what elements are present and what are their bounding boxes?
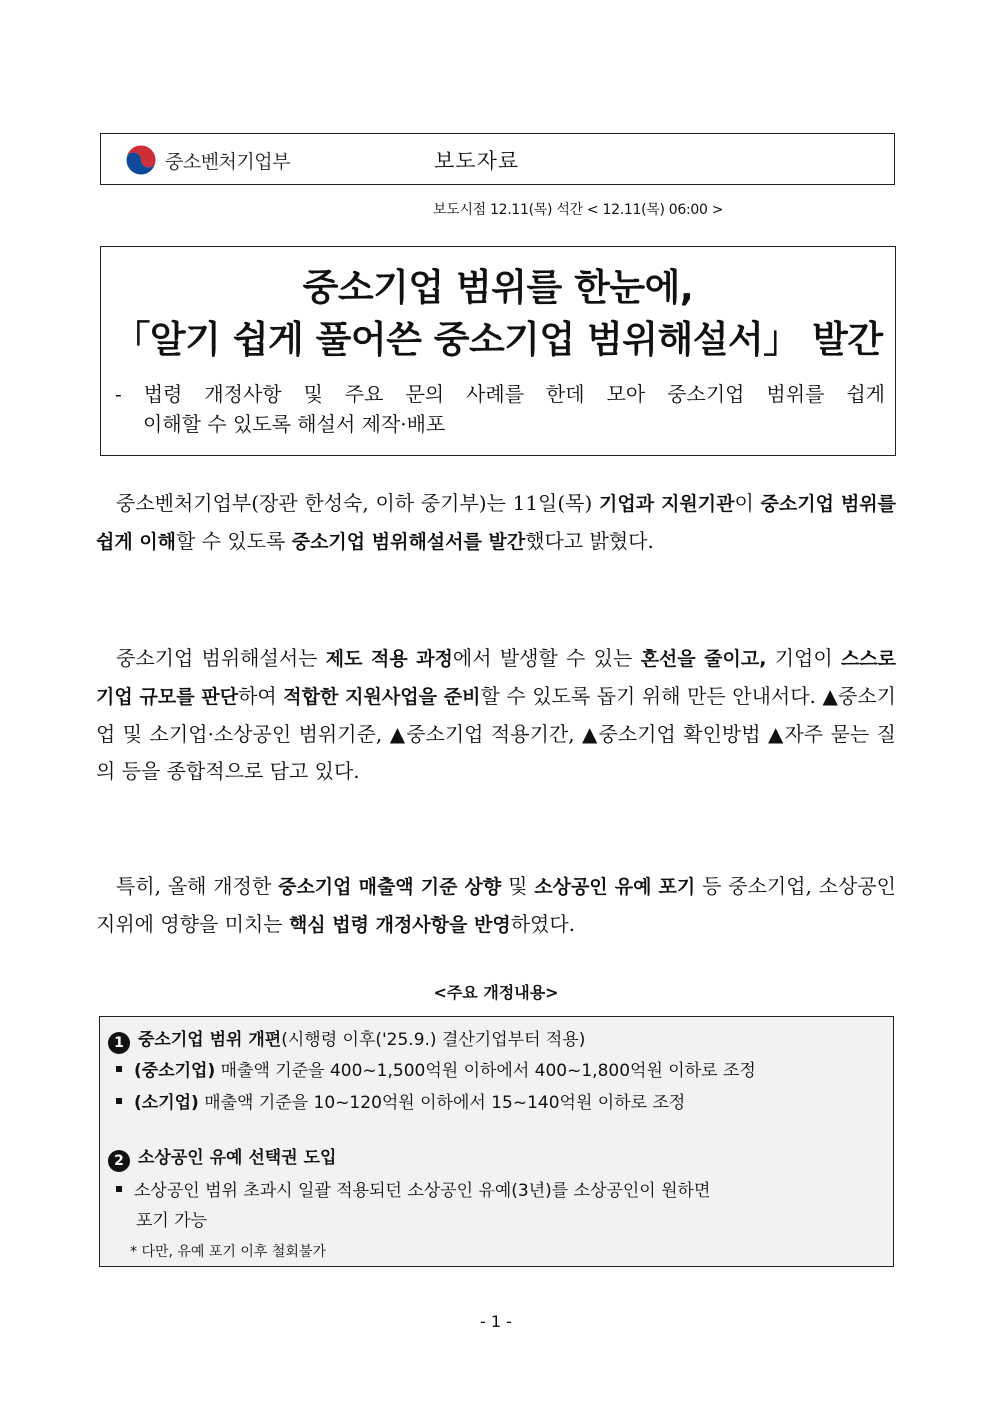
emphasis: 소상공인 유예 포기: [534, 876, 696, 898]
emphasis: 제도 적용 과정: [325, 648, 453, 670]
text-run: 할 수 있도록: [176, 529, 292, 553]
taegeuk-logo-icon: [123, 142, 159, 178]
text-run: 중소벤처기업부(장관 한성숙, 이하 중기부)는 11일(목): [116, 491, 600, 515]
bullet-text: 소상공인 범위 초과시 일괄 적용되던 소상공인 유예(3년)를 소상공인이 원하면: [134, 1181, 711, 1201]
text-run: 특히, 올해 개정한: [116, 874, 279, 898]
footnote: * 다만, 유예 포기 이후 철회불가: [130, 1244, 326, 1260]
text-run: 기업이: [766, 646, 841, 670]
body-paragraph-1: [96, 485, 896, 561]
subtitle-line-2: 이해할 수 있도록 해설서 제작·배포: [143, 412, 446, 436]
text-run: 등 중소기업, 소상공인 지위에 영향을 미치는: [96, 874, 896, 936]
section-2-title: 소상공인 유예 선택권 도입: [138, 1148, 337, 1168]
emphasis: 중소기업 매출액 기준 상향: [278, 876, 502, 898]
text-run: 하여: [238, 684, 284, 708]
section-1-heading: [108, 1025, 585, 1054]
headline-line-1: 중소기업 범위를 한눈에,: [302, 266, 694, 309]
page-number: - 1 -: [480, 1312, 512, 1331]
number-badge-1: 1: [108, 1032, 130, 1054]
header-box: [100, 133, 895, 185]
section-2-heading: [108, 1143, 336, 1172]
document-type: 보도자료: [434, 149, 520, 173]
ministry-name: 중소벤처기업부: [165, 151, 290, 173]
bullet-label: (중소기업): [134, 1061, 216, 1081]
text-run: 이: [734, 491, 761, 515]
headline-line-2: 「알기 쉽게 풀어쓴 중소기업 범위해설서」 발간: [113, 318, 883, 361]
summary-caption: <주요 개정내용>: [433, 983, 559, 1002]
number-badge-2: 2: [108, 1150, 130, 1172]
list-item: [116, 1089, 876, 1118]
text-run: 했다고 밝혔다.: [525, 529, 654, 553]
emphasis: 중소기업 범위해설서를 발간: [291, 531, 526, 553]
embargo-time: 보도시점 12.11(목) 석간 < 12.11(목) 06:00 >: [433, 202, 724, 218]
bullet-text: 매출액 기준을 10~120억원 이하에서 15~140억원 이하로 조정: [198, 1093, 686, 1113]
emphasis: 스스로 기업 규모를 판단: [96, 648, 896, 708]
text-run: 하였다.: [510, 912, 576, 936]
summary-box: [99, 1016, 894, 1267]
section-1-title: 중소기업 범위 개편: [138, 1030, 282, 1050]
text-run: 및: [501, 874, 535, 898]
body-paragraph-2: [96, 640, 896, 790]
list-item: [116, 1177, 876, 1206]
emphasis: 기업과 지원기관: [599, 493, 735, 515]
emphasis: 중소기업 범위를 쉽게 이해: [96, 493, 897, 553]
section-1-note: (시행령 이후('25.9.) 결산기업부터 적용): [281, 1030, 586, 1050]
emphasis: 혼선을 줄이고,: [640, 648, 767, 670]
bullet-continuation: 포기 가능: [136, 1211, 208, 1231]
text-run: 중소기업 범위해설서는: [116, 646, 326, 670]
bullet-square-icon: [116, 1186, 122, 1192]
emphasis: 적합한 지원사업을 준비: [283, 686, 481, 708]
bullet-text: 매출액 기준을 400~1,500억원 이하에서 400~1,800억원 이하로 조정: [215, 1061, 756, 1081]
bullet-label: (소기업): [134, 1093, 199, 1113]
emphasis: 핵심 법령 개정사항을 반영: [288, 914, 511, 936]
text-run: 할 수 있도록 돕기 위해 만든 안내서다. ▲중소기업 및 소기업·소상공인 범위기준, ▲중소기업 적용기간, ▲중소기업 확인방법 ▲자주 묻는 질의 등을 종합적으로 담고 있다.: [96, 684, 896, 783]
bullet-square-icon: [116, 1066, 122, 1072]
list-item: [116, 1057, 876, 1086]
text-run: 에서 발생할 수 있는: [452, 646, 641, 670]
bullet-square-icon: [116, 1098, 122, 1104]
subtitle-line-1: - 법령 개정사항 및 주요 문의 사례를 한데 모아 중소기업 범위를 쉽게: [115, 382, 885, 406]
body-paragraph-3: [96, 868, 896, 944]
title-box: [100, 246, 896, 456]
